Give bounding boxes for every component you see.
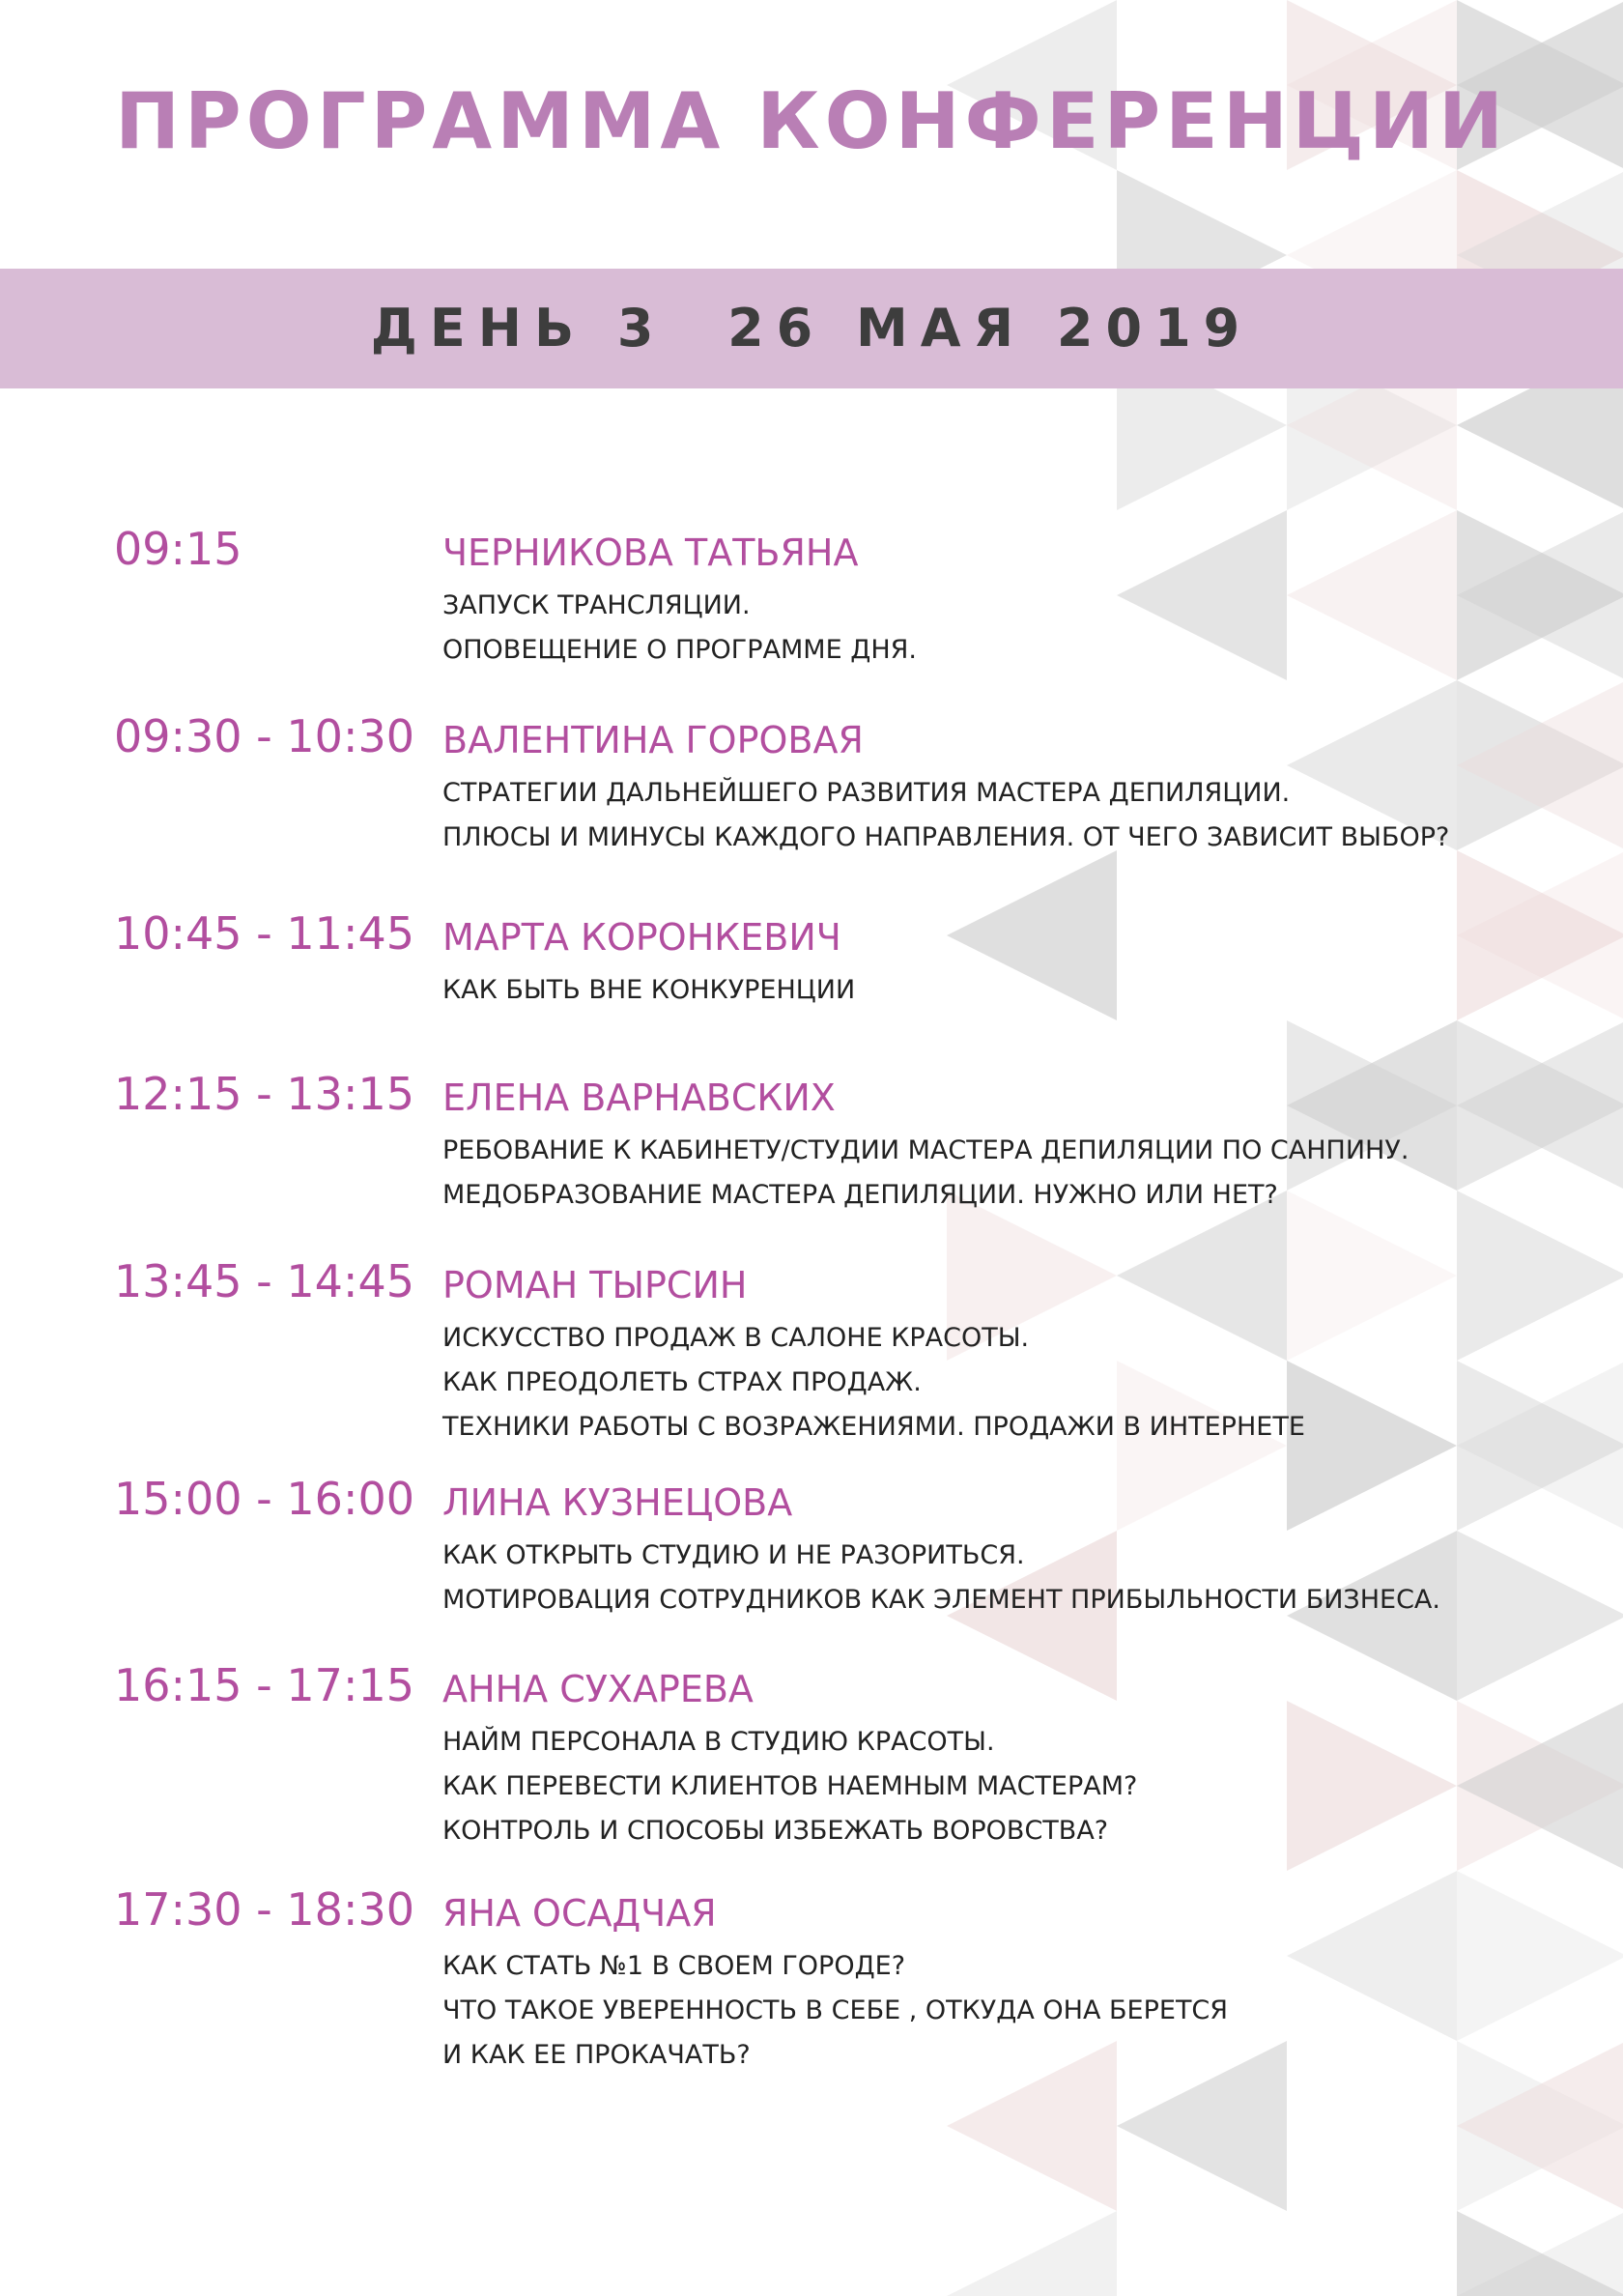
session-time: 12:15 - 13:15 [114, 1068, 414, 1120]
description-line: КАК ПРЕОДОЛЕТЬ СТРАХ ПРОДАЖ. [442, 1367, 922, 1397]
pattern-triangle [947, 2211, 1117, 2296]
session-description [442, 1720, 1137, 1853]
description-line: ОПОВЕЩЕНИЕ О ПРОГРАММЕ ДНЯ. [442, 635, 917, 665]
description-line: ЧТО ТАКОЕ УВЕРЕННОСТЬ В СЕБЕ , ОТКУДА ОНА БЕРЕТСЯ [442, 1995, 1229, 2025]
description-line: КАК БЫТЬ ВНЕ КОНКУРЕНЦИИ [442, 975, 856, 1005]
speaker-name: ЕЛЕНА ВАРНАВСКИХ [442, 1076, 836, 1119]
session-time: 16:15 - 17:15 [114, 1659, 414, 1711]
pattern-triangle [1287, 1701, 1457, 1871]
speaker-name: ЛИНА КУЗНЕЦОВА [442, 1481, 793, 1524]
speaker-name: АННА СУХАРЕВА [442, 1668, 754, 1710]
description-line: КАК ОТКРЫТЬ СТУДИЮ И НЕ РАЗОРИТЬСЯ. [442, 1540, 1025, 1570]
session-description [442, 1316, 1305, 1449]
pattern-triangle [1287, 1361, 1457, 1531]
session-time: 15:00 - 16:00 [114, 1473, 414, 1525]
pattern-triangle [947, 850, 1117, 1020]
session-time: 10:45 - 11:45 [114, 907, 414, 960]
session-description [442, 1944, 1228, 2078]
description-line: МОТИРОВАЦИЯ СОТРУДНИКОВ КАК ЭЛЕМЕНТ ПРИБЫЛЬНОСТИ БИЗНЕСА. [442, 1585, 1440, 1615]
session-time: 13:45 - 14:45 [114, 1255, 414, 1307]
session-time: 17:30 - 18:30 [114, 1883, 414, 1936]
description-line: КАК ПЕРЕВЕСТИ КЛИЕНТОВ НАЕМНЫМ МАСТЕРАМ? [442, 1771, 1138, 1801]
day-date-label: ДЕНЬ 3 26 МАЯ 2019 [370, 298, 1253, 359]
session-description [442, 968, 855, 1013]
session-time: 09:15 [114, 523, 242, 575]
speaker-name: РОМАН ТЫРСИН [442, 1264, 748, 1306]
description-line: НАЙМ ПЕРСОНАЛА В СТУДИЮ КРАСОТЫ. [442, 1727, 995, 1757]
description-line: ИСКУССТВО ПРОДАЖ В САЛОНЕ КРАСОТЫ. [442, 1323, 1030, 1353]
description-line: ПЛЮСЫ И МИНУСЫ КАЖДОГО НАПРАВЛЕНИЯ. ОТ ЧЕГО ЗАВИСИТ ВЫБОР? [442, 822, 1450, 852]
speaker-name: ЯНА ОСАДЧАЯ [442, 1892, 717, 1935]
pattern-triangle [1457, 1871, 1623, 2041]
description-line: ЗАПУСК ТРАНСЛЯЦИИ. [442, 590, 751, 620]
speaker-name: ЧЕРНИКОВА ТАТЬЯНА [442, 531, 859, 574]
session-description [442, 771, 1449, 860]
page-title: ПРОГРАММА КОНФЕРЕНЦИИ [115, 76, 1508, 166]
pattern-triangle [1457, 1531, 1623, 1701]
session-time: 09:30 - 10:30 [114, 710, 414, 762]
speaker-name: МАРТА КОРОНКЕВИЧ [442, 916, 841, 959]
session-description [442, 1129, 1409, 1218]
pattern-triangle [1287, 1871, 1457, 2041]
description-line: МЕДОБРАЗОВАНИЕ МАСТЕРА ДЕПИЛЯЦИИ. НУЖНО ИЛИ НЕТ? [442, 1180, 1278, 1210]
speaker-name: ВАЛЕНТИНА ГОРОВАЯ [442, 719, 864, 761]
session-description [442, 1534, 1440, 1622]
description-line: КОНТРОЛЬ И СПОСОБЫ ИЗБЕЖАТЬ ВОРОВСТВА? [442, 1816, 1109, 1846]
description-line: КАК СТАТЬ №1 В СВОЕМ ГОРОДЕ? [442, 1951, 906, 1981]
day-banner [0, 269, 1623, 388]
description-line: СТРАТЕГИИ ДАЛЬНЕЙШЕГО РАЗВИТИЯ МАСТЕРА ДЕПИЛЯЦИИ. [442, 778, 1291, 808]
pattern-triangle [1457, 1191, 1623, 1361]
description-line: ТЕХНИКИ РАБОТЫ С ВОЗРАЖЕНИЯМИ. ПРОДАЖИ В ИНТЕРНЕТЕ [442, 1412, 1305, 1442]
description-line: РЕБОВАНИЕ К КАБИНЕТУ/СТУДИИ МАСТЕРА ДЕПИЛЯЦИИ ПО САНПИНУ. [442, 1135, 1409, 1165]
session-description [442, 584, 917, 673]
pattern-triangle [1287, 510, 1457, 680]
pattern-triangle [1117, 510, 1287, 680]
description-line: И КАК ЕЕ ПРОКАЧАТЬ? [442, 2040, 751, 2070]
